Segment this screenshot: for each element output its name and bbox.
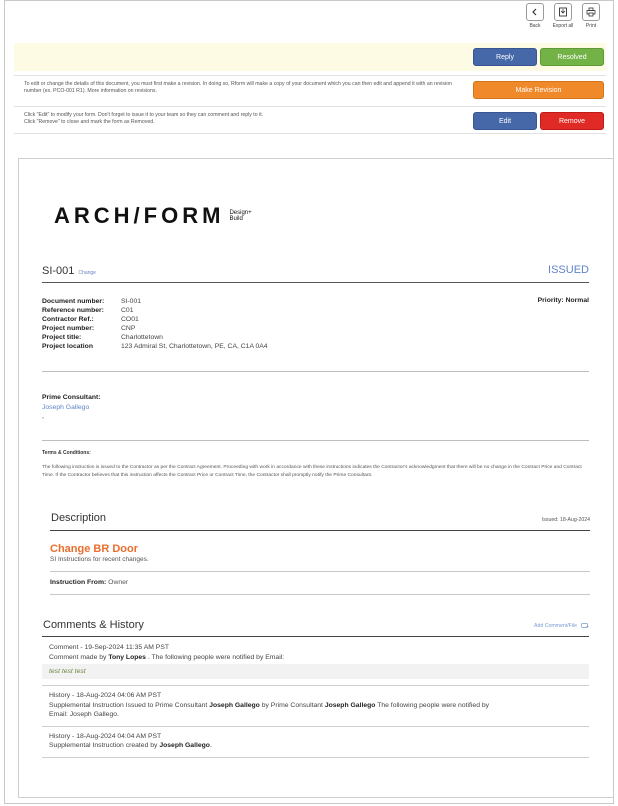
back-arrow-icon bbox=[526, 3, 544, 21]
instruction-from-value: Owner bbox=[108, 579, 129, 586]
add-comment-icon bbox=[581, 623, 589, 629]
info-label: Project location bbox=[42, 343, 93, 351]
comment-entry bbox=[42, 643, 589, 662]
entry-heading: History - 18-Aug-2024 04:06 AM PST bbox=[49, 692, 162, 699]
history-entry bbox=[42, 732, 589, 751]
export-icon bbox=[554, 3, 572, 21]
info-value: CNP bbox=[121, 325, 136, 333]
divider bbox=[42, 371, 589, 372]
description-section bbox=[50, 507, 590, 595]
reply-button[interactable]: Reply bbox=[473, 48, 537, 66]
si-number: SI-001 bbox=[42, 265, 75, 277]
edit-action-row bbox=[14, 106, 606, 134]
info-value: Charlottetown bbox=[121, 334, 163, 342]
logo-tagline bbox=[229, 210, 251, 222]
info-label: Project title: bbox=[42, 334, 82, 342]
info-label: Reference number: bbox=[42, 307, 104, 315]
back-label: Back bbox=[529, 23, 541, 29]
prime-consultant-block bbox=[42, 393, 101, 422]
make-revision-button[interactable]: Make Revision bbox=[473, 81, 604, 99]
revision-help-text: To edit or change the details of this document, you must first make a revision. In doing so, Rform will make a copy of your document which you can then edit and append it with an revision number (ex. PCO-001 R1). More information on revisions. bbox=[24, 81, 452, 94]
entry-user: Joseph Gallego bbox=[159, 742, 210, 749]
terms-text: The following instruction is issued to the Contractor as per the Contract Agreement. Proceeding with work in accordance with these instructions indicates the Contractor's acknowledgment that there will be no change in the Contract Price and Contract Time. If the Contractor believes that this instruction affects the Contract Price or Contract Time, the Contractor shall promptly notify the Prime Consultant. bbox=[42, 465, 582, 479]
comment-quote: test test test bbox=[42, 664, 589, 679]
description-item-title: Change BR Door bbox=[50, 543, 138, 555]
company-logo bbox=[54, 203, 252, 229]
revision-action-row bbox=[14, 75, 606, 103]
entry-text: by Prime Consultant bbox=[261, 701, 323, 709]
description-item-subtitle: SI Instructions for recent changes. bbox=[50, 556, 149, 563]
entry-text: . bbox=[209, 742, 212, 749]
info-value: C01 bbox=[121, 307, 134, 315]
print-label: Print bbox=[585, 23, 597, 29]
entry-body: Email: Joseph Gallego. bbox=[49, 711, 119, 718]
entry-text: Comment made by bbox=[49, 653, 107, 661]
info-row bbox=[42, 342, 268, 351]
edit-help-line: Click "Edit" to modify your form. Don't forget to issue it to your team so they can comment and reply to it. bbox=[24, 112, 264, 118]
info-row bbox=[42, 333, 268, 342]
instruction-from-label: Instruction From: bbox=[50, 579, 107, 586]
prime-consultant-extra: , bbox=[42, 413, 44, 420]
logo-wordmark: ARCH/FORM bbox=[54, 203, 225, 228]
entry-text: The following people were notified by bbox=[377, 701, 490, 709]
info-label: Project number: bbox=[42, 325, 95, 333]
entry-user: Tony Lopes bbox=[108, 653, 146, 661]
comments-history-section bbox=[42, 617, 589, 758]
reply-action-row bbox=[14, 43, 606, 71]
divider bbox=[42, 726, 589, 727]
add-comment-label: Add Comment/File bbox=[534, 623, 577, 629]
document-number-title bbox=[42, 265, 96, 277]
prime-consultant-label: Prime Consultant: bbox=[42, 394, 101, 401]
info-row bbox=[42, 324, 268, 333]
divider bbox=[42, 440, 589, 441]
add-comment-link[interactable] bbox=[534, 623, 589, 629]
edit-button[interactable]: Edit bbox=[473, 112, 537, 130]
info-value: CO01 bbox=[121, 316, 139, 324]
info-row bbox=[42, 297, 268, 306]
entry-user: Joseph Gallego bbox=[209, 701, 260, 709]
info-value: 123 Admiral St, Charlottetown, PE, CA, C1A 0A4 bbox=[121, 343, 268, 351]
entry-body bbox=[49, 701, 589, 711]
prime-consultant-name[interactable]: Joseph Gallego bbox=[42, 403, 90, 411]
entry-text: Supplemental Instruction created by bbox=[49, 742, 158, 749]
info-label: Contractor Ref.: bbox=[42, 316, 94, 324]
entry-heading: Comment - 19-Sep-2024 11:35 AM PST bbox=[49, 644, 170, 651]
instruction-from bbox=[50, 579, 590, 586]
priority-value: Normal bbox=[565, 297, 589, 304]
divider bbox=[50, 594, 590, 595]
change-link[interactable]: Change bbox=[78, 270, 96, 276]
description-header bbox=[50, 507, 590, 531]
remove-button[interactable]: Remove bbox=[540, 112, 604, 130]
priority-field bbox=[538, 297, 589, 304]
history-entry bbox=[42, 691, 589, 720]
resolved-button[interactable]: Resolved bbox=[540, 48, 604, 66]
divider bbox=[42, 757, 589, 758]
back-button[interactable] bbox=[524, 3, 546, 29]
printer-icon bbox=[582, 3, 600, 21]
info-value: SI-001 bbox=[121, 298, 142, 305]
description-title: Description bbox=[51, 512, 107, 524]
document-info bbox=[42, 297, 268, 352]
logo-tagline-line: Design+ bbox=[229, 210, 252, 216]
divider bbox=[50, 571, 590, 572]
logo-tagline-line: Build bbox=[229, 216, 243, 222]
status-badge: ISSUED bbox=[548, 264, 589, 276]
document-header bbox=[42, 259, 589, 283]
entry-text: Supplemental Instruction Issued to Prime Consultant bbox=[49, 701, 208, 709]
terms-heading: Terms & Conditions: bbox=[42, 450, 91, 456]
divider bbox=[42, 685, 589, 686]
export-all-label: Export all bbox=[552, 23, 574, 29]
comments-history-title: Comments & History bbox=[43, 619, 144, 631]
priority-label: Priority: bbox=[537, 297, 564, 304]
edit-help-text bbox=[24, 112, 464, 126]
top-toolbar bbox=[524, 3, 602, 29]
comments-history-header bbox=[42, 617, 589, 637]
description-item bbox=[50, 543, 590, 563]
entry-text: . The following people were notified by Email: bbox=[147, 653, 285, 661]
entry-user: Joseph Gallego bbox=[324, 701, 376, 709]
entry-body bbox=[49, 653, 589, 663]
info-label: Document number: bbox=[42, 298, 105, 305]
print-button[interactable] bbox=[580, 3, 602, 29]
info-row bbox=[42, 306, 268, 315]
entry-heading: History - 18-Aug-2024 04:04 AM PST bbox=[49, 732, 162, 740]
entry-body bbox=[49, 741, 589, 751]
document-panel bbox=[18, 158, 614, 798]
info-row bbox=[42, 315, 268, 324]
issued-date: Issued: 18-Aug-2024 bbox=[541, 517, 590, 523]
export-all-button[interactable] bbox=[552, 3, 574, 29]
remove-help-line: Click "Remove" to close and mark the form as Removed. bbox=[24, 119, 155, 125]
